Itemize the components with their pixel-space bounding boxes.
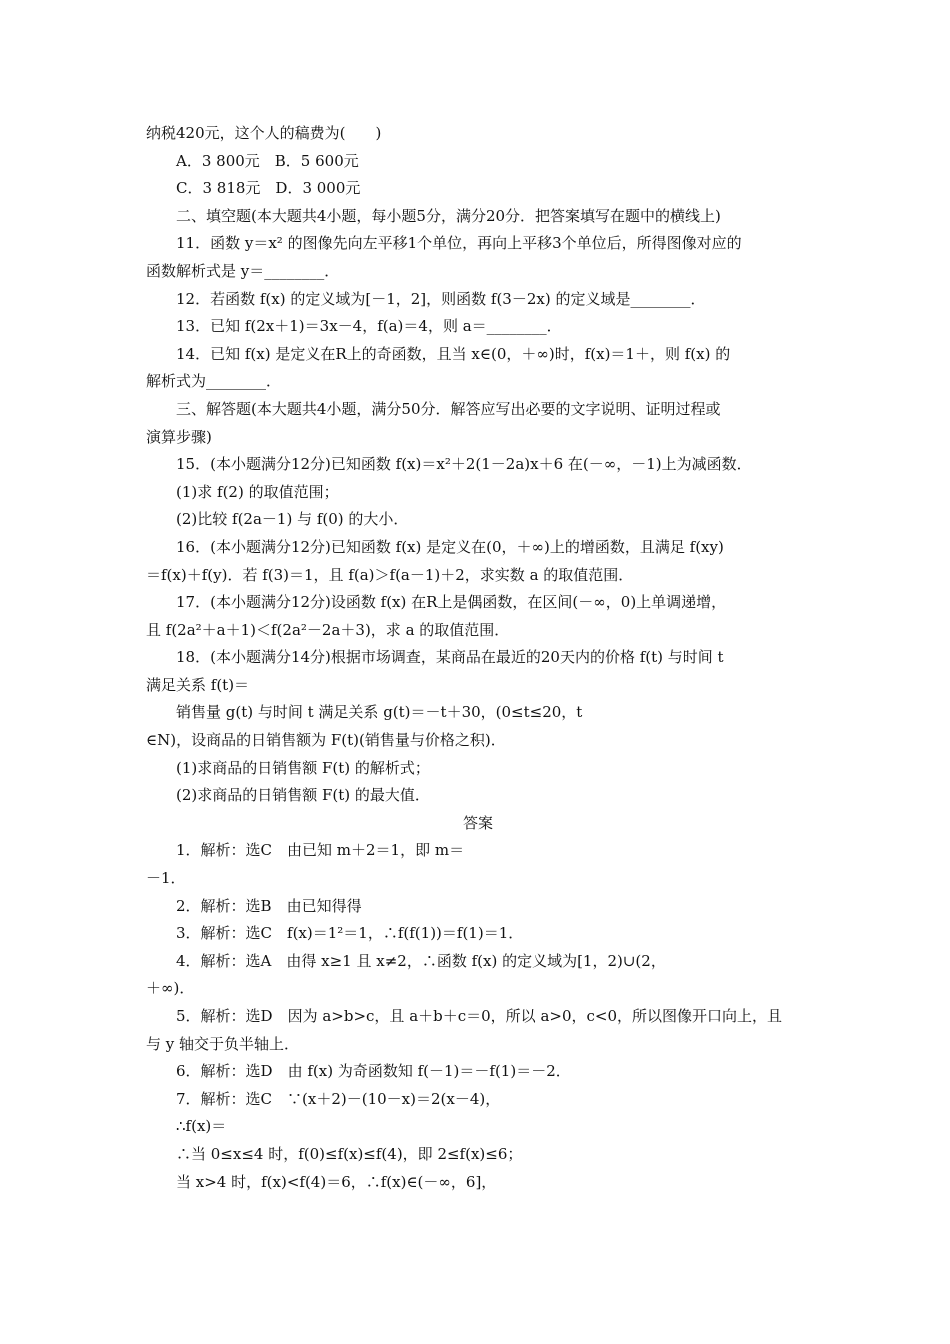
text-line: 且 f(2a²＋a＋1)＜f(2a²－2a＋3)，求 a 的取值范围． [146, 620, 510, 639]
text-line: (2)求商品的日销售额 F(t) 的最大值． [176, 786, 430, 805]
text-line: (1)求商品的日销售额 F(t) 的解析式； [176, 758, 430, 777]
text-line: 三、解答题(本大题共4小题，满分50分．解答应写出必要的文字说明、证明过程或 [176, 399, 721, 418]
text-line: 17．(本小题满分12分)设函数 f(x) 在R上是偶函数，在区间(－∞，0)上单调递增， [176, 593, 727, 612]
text-line: ＝f(x)＋f(y)．若 f(3)＝1，且 f(a)＞f(a－1)＋2，求实数 a 的取值范围． [146, 565, 634, 584]
text-line: ∈N)，设商品的日销售额为 F(t)(销售量与价格之积)． [146, 731, 506, 750]
text-line: 13．已知 f(2x＋1)＝3x－4，f(a)＝4，则 a＝________． [176, 317, 562, 336]
text-line: C．3 818元 D．3 000元 [176, 179, 361, 198]
text-line: －1． [146, 869, 186, 888]
text-line: 与 y 轴交于负半轴上． [146, 1034, 300, 1053]
text-line: 函数解析式是 y＝________． [146, 261, 340, 280]
text-line: 12．若函数 f(x) 的定义域为[－1，2]，则函数 f(3－2x) 的定义域是________． [176, 289, 706, 308]
text-line: 二、填空题(本大题共4小题，每小题5分，满分20分．把答案填写在题中的横线上) [176, 206, 721, 225]
text-line: 销售量 g(t) 与时间 t 满足关系 g(t)＝－t＋30，(0≤t≤20，t [176, 703, 583, 722]
text-line: 6．解析：选D 由 f(x) 为奇函数知 f(－1)＝－f(1)＝－2． [176, 1062, 571, 1081]
text-line: 纳税420元，这个人的稿费为( ) [146, 124, 382, 142]
text-line: 18．(本小题满分14分)根据市场调查，某商品在最近的20天内的价格 f(t) 与时间 t [176, 648, 724, 667]
text-line: 3．解析：选C f(x)＝1²＝1，∴f(f(1))＝f(1)＝1． [176, 924, 524, 943]
text-line: 演算步骤) [146, 427, 212, 446]
text-line: ∴当 0≤x≤4 时，f(0)≤f(x)≤f(4)，即 2≤f(x)≤6； [176, 1144, 523, 1163]
text-line: A．3 800元 B．5 600元 [176, 151, 359, 170]
text-line: 4．解析：选A 由得 x≥1 且 x≠2，∴函数 f(x) 的定义域为[1，2)∪(2， [176, 951, 666, 970]
section-heading: 答案 [462, 813, 493, 832]
text-line: (1)求 f(2) 的取值范围； [176, 482, 339, 501]
text-line: 2．解析：选B 由已知得得 [176, 896, 362, 915]
text-line: ＋∞)． [146, 979, 195, 998]
text-line: 满足关系 f(t)＝ [146, 675, 250, 694]
text-line: 1．解析：选C 由已知 m＋2＝1，即 m＝ [176, 841, 465, 860]
document-body [146, 120, 810, 1196]
text-line: 7．解析：选C ∵(x＋2)－(10－x)＝2(x－4)， [176, 1089, 501, 1108]
text-line: 16．(本小题满分12分)已知函数 f(x) 是定义在(0，＋∞)上的增函数，且满足 f(xy) [176, 537, 724, 556]
text-line: 11．函数 y＝x² 的图像先向左平移1个单位，再向上平移3个单位后，所得图像对应的 [176, 234, 742, 253]
text-line: ∴f(x)＝ [176, 1117, 227, 1136]
text-line: 15．(本小题满分12分)已知函数 f(x)＝x²＋2(1－2a)x＋6 在(－∞，－1)上为减函数． [176, 455, 752, 474]
text-line: 解析式为________． [146, 372, 282, 391]
text-line: 14．已知 f(x) 是定义在R上的奇函数，且当 x∈(0，＋∞)时，f(x)＝1＋，则 f(x) 的 [176, 344, 731, 363]
text-line: (2)比较 f(2a－1) 与 f(0) 的大小． [176, 510, 409, 529]
text-line: 当 x>4 时，f(x)<f(4)＝6，∴f(x)∈(－∞，6]， [176, 1172, 497, 1191]
text-line: 5．解析：选D 因为 a>b>c，且 a＋b＋c＝0，所以 a>0，c<0，所以图像开口向上，且 [176, 1007, 783, 1025]
